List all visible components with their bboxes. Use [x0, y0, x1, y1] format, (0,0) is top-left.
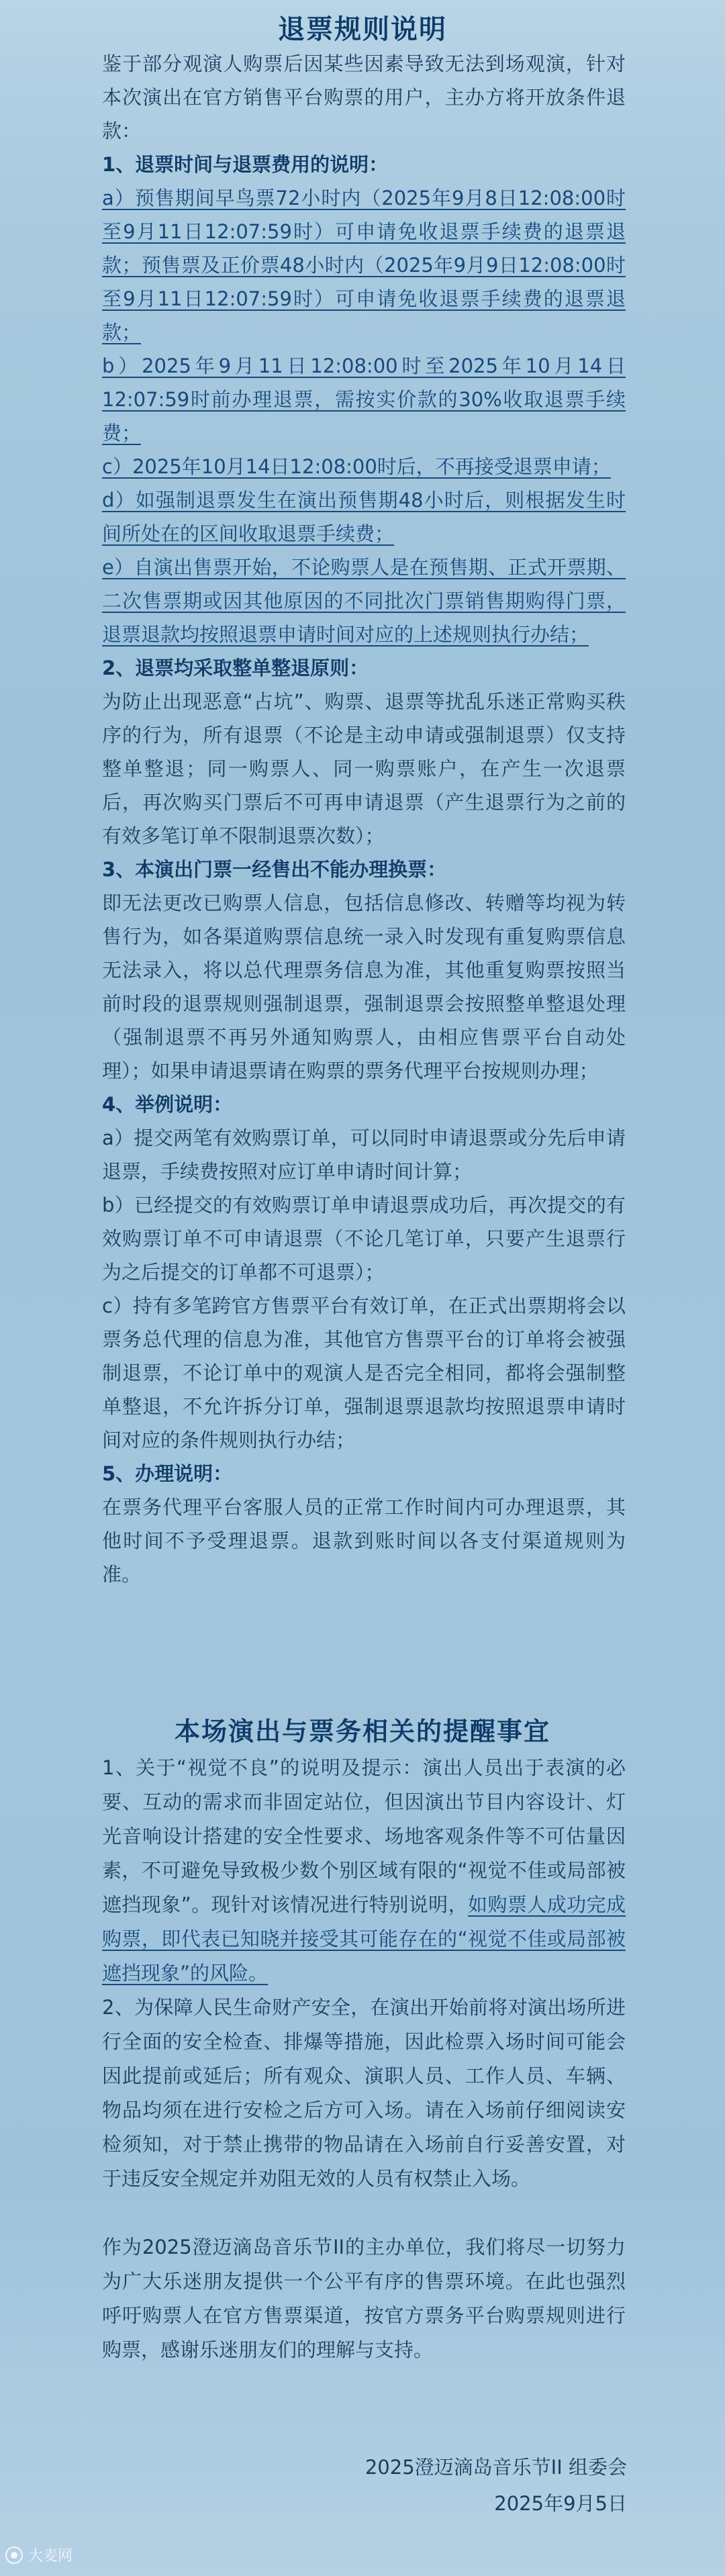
refund-rules-body: [102, 47, 626, 1591]
reminder-title: 本场演出与票务相关的提醒事宜: [174, 1717, 550, 1746]
signature-organizer: 2025澄迈滴岛音乐节II 组委会: [365, 2456, 627, 2479]
refund-rules-title: 退票规则说明: [278, 14, 447, 45]
visual-notice-text: 1、关于“视觉不良”的说明及提示：演出人员出于表演的必要、互动的需求而非固定站位，但因演出节目内容设计、灯光音响设计搭建的安全性要求、场地客观条件等不可估量因素，不可避免导致极少数个别区域有限的“视觉不佳或局部被遮挡现象”。现针对该情况进行特别说明，: [102, 1756, 626, 1916]
intro-paragraph: 鉴于部分观演人购票后因某些因素导致无法到场观演，针对本次演出在官方销售平台购票的用户，主办方将开放条件退款：: [102, 52, 626, 142]
rule-b: b）2025年9月11日12:08:00时至2025年10月14日12:07:59时前办理退票，需按实价款的30%收取退票手续费；: [102, 354, 626, 444]
whole-order-paragraph: 为防止出现恶意“占坑”、购票、退票等扰乱乐迷正常购买秩序的行为，所有退票（不论是主动申请或强制退票）仅支持整单整退；同一购票人、同一购票账户，在产生一次退票后，再次购买门票后不可再申请退票（产生退票行为之前的有效多笔订单不限制退票次数）；: [102, 690, 626, 847]
visual-notice-acceptance: 如购票人成功完成购票，即代表已知晓并接受其可能存在的“视觉不佳或局部被遮挡现象”的风险。: [102, 1893, 626, 1985]
heading-handling: 5、办理说明：: [102, 1462, 233, 1485]
heading-no-exchange: 3、本演出门票一经售出不能办理换票：: [102, 858, 447, 881]
example-c: c）持有多笔跨官方售票平台有效订单，在正式出票期将会以票务总代理的信息为准，其他官方售票平台的订单将会被强制退票，不论订单中的观演人是否完全相同，都将会强制整单整退，不允许拆分订单，强制退票退款均按照退票申请时间对应的条件规则执行办结；: [102, 1294, 626, 1451]
rule-e: e）自演出售票开始，不论购票人是在预售期、正式开票期、二次售票期或因其他原因的不同批次门票销售期购得门票，退票退款均按照退票申请时间对应的上述规则执行办结；: [102, 556, 626, 646]
handling-paragraph: 在票务代理平台客服人员的正常工作时间内可办理退票，其他时间不予受理退票。退款到账时间以各支付渠道规则为准。: [102, 1496, 626, 1586]
visual-notice-paragraph: [102, 1751, 626, 1991]
rule-d: d）如强制退票发生在演出预售期48小时后，则根据发生时间所处在的区间收取退票手续费；: [102, 489, 626, 545]
no-exchange-paragraph: 即无法更改已购票人信息，包括信息修改、转赠等均视为转售行为，如各渠道购票信息统一录入时发现有重复购票信息无法录入，将以总代理票务信息为准，其他重复购票按照当前时段的退票规则强制退票，强制退票会按照整单整退处理（强制退票不再另外通知购票人，由相应售票平台自动处理）；如果申请退票请在购票的票务代理平台按规则办理；: [102, 892, 626, 1082]
rule-a: a）预售期间早鸟票72小时内（2025年9月8日12:08:00时至9月11日12:07:59时）可申请免收退票手续费的退票退款；预售票及正价票48小时内（2025年9月9日12:08:00时至9月11日12:07:59时）可申请免收退票手续费的退票退款；: [102, 187, 626, 344]
watermark-text: 大麦网: [28, 2548, 73, 2565]
damai-logo-icon: [5, 2546, 23, 2564]
watermark: [5, 2544, 72, 2565]
heading-refund-time-fee: 1、退票时间与退票费用的说明：: [102, 153, 389, 176]
security-check-paragraph: 2、为保障人民生命财产安全，在演出开始前将对演出场所进行全面的安全检查、排爆等措施，因此检票入场时间可能会因此提前或延后；所有观众、演职人员、工作人员、车辆、物品均须在进行安检之后方可入场。请在入场前仔细阅读安检须知，对于禁止携带的物品请在入场前自行妥善安置，对于违反安全规定并劝阻无效的人员有权禁止入场。: [102, 1996, 626, 2190]
organizer-statement: 作为2025澄迈滴岛音乐节II的主办单位，我们将尽一切努力为广大乐迷朋友提供一个公平有序的售票环境。在此也强烈呼吁购票人在官方售票渠道，按官方票务平台购票规则进行购票，感谢乐迷朋友们的理解与支持。: [102, 2236, 626, 2361]
signature-block: [157, 2449, 627, 2522]
example-a: a）提交两笔有效购票订单，可以同时申请退票或分先后申请退票，手续费按照对应订单申请时间计算；: [102, 1127, 626, 1183]
example-b: b）已经提交的有效购票订单申请退票成功后，再次提交的有效购票订单不可申请退票（不论几笔订单，只要产生退票行为之后提交的订单都不可退票）；: [102, 1194, 626, 1284]
rule-c: c）2025年10月14日12:08:00时后，不再接受退票申请；: [102, 455, 611, 478]
reminder-body: [102, 1751, 626, 2367]
heading-examples: 4、举例说明：: [102, 1093, 233, 1116]
heading-whole-order: 2、退票均采取整单整退原则：: [102, 657, 369, 679]
signature-date: 2025年9月5日: [494, 2492, 627, 2515]
